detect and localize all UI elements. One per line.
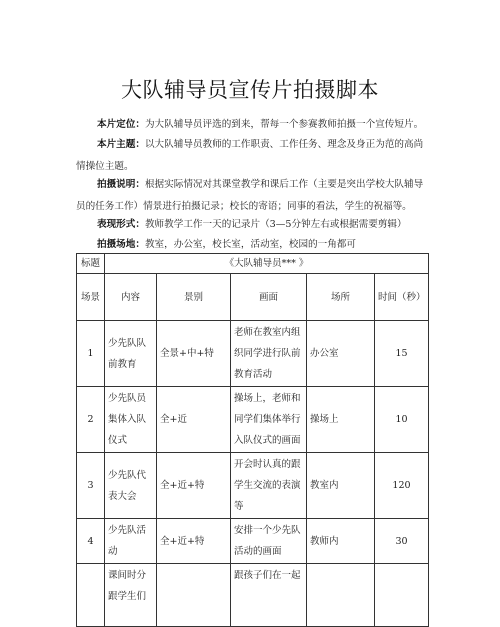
column-header: 景别 xyxy=(157,274,231,321)
content-cell: 少先队活动 xyxy=(105,519,157,564)
title-value-cell: 《大队辅导员*** 》 xyxy=(105,254,429,274)
paragraph-label: 本片主题： xyxy=(97,139,145,150)
place-cell: 教室内 xyxy=(307,453,375,519)
table-header-row xyxy=(77,274,429,321)
column-header: 时间（秒） xyxy=(375,274,429,321)
time-cell: 120 xyxy=(375,453,429,519)
table-row xyxy=(77,387,429,453)
paragraph-text: 教室，办公室，校长室，活动室，校园的一角都可 xyxy=(144,239,357,250)
column-header: 画面 xyxy=(231,274,307,321)
place-cell: 教师内 xyxy=(307,519,375,564)
picture-cell: 安排一个少先队活动的画面 xyxy=(231,519,307,564)
paragraph-label: 表现形式： xyxy=(97,219,145,230)
column-header: 场景 xyxy=(77,274,105,321)
content-cell: 少先队代表大会 xyxy=(105,453,157,519)
content-cell: 少先队员集体入队仪式 xyxy=(105,387,157,453)
paragraph-text: 教师教学工作一天的记录片（3—5分钟左右或根据需要剪辑） xyxy=(144,219,407,230)
place-cell: 办公室 xyxy=(307,321,375,387)
table-row xyxy=(77,321,429,387)
paragraph-text: 根据实际情况对其课堂教学和课后工作（主要是突出学校大队辅导员的任务工作）情景进行拍摄记录；校长的寄语；同事的看法，学生的祝福等。 xyxy=(76,179,424,212)
time-cell xyxy=(375,564,429,627)
title-label-cell: 标题 xyxy=(77,254,105,274)
paragraph-shooting-notes xyxy=(76,174,428,217)
table-row xyxy=(77,564,429,627)
document-title: 大队辅导员宣传片拍摄脚本 xyxy=(121,78,379,102)
picture-cell: 开会时认真的跟学生交流的表演等 xyxy=(231,453,307,519)
shot-cell: 全+近+特 xyxy=(157,453,231,519)
time-cell: 30 xyxy=(375,519,429,564)
paragraph-positioning xyxy=(76,114,428,136)
scene-cell xyxy=(77,564,105,627)
place-cell: 操场上 xyxy=(307,387,375,453)
paragraph-label: 本片定位： xyxy=(97,119,145,130)
scene-cell: 2 xyxy=(77,387,105,453)
shot-cell: 全+近+特 xyxy=(157,519,231,564)
paragraph-format xyxy=(76,214,428,236)
shot-cell xyxy=(157,564,231,627)
content-cell: 课间时分跟学生们 xyxy=(105,564,157,627)
column-header: 内容 xyxy=(105,274,157,321)
scene-cell: 3 xyxy=(77,453,105,519)
script-table xyxy=(76,253,429,627)
scene-cell: 4 xyxy=(77,519,105,564)
shot-cell: 全景+中+特 xyxy=(157,321,231,387)
shot-cell: 全+近 xyxy=(157,387,231,453)
content-cell: 少先队队前教育 xyxy=(105,321,157,387)
picture-cell: 老师在教室内组织同学进行队前教育活动 xyxy=(231,321,307,387)
picture-cell: 操场上，老师和同学们集体举行入队仪式的画面 xyxy=(231,387,307,453)
column-header: 场所 xyxy=(307,274,375,321)
paragraph-label: 拍摄说明： xyxy=(97,179,145,190)
picture-cell: 跟孩子们在一起 xyxy=(231,564,307,627)
paragraph-label: 拍摄场地： xyxy=(97,239,145,250)
paragraph-text: 为大队辅导员评选的到来，帮每一个参赛教师拍摄一个宣传短片。 xyxy=(144,119,424,130)
paragraph-theme xyxy=(76,134,428,177)
time-cell: 15 xyxy=(375,321,429,387)
table-row xyxy=(77,453,429,519)
scene-cell: 1 xyxy=(77,321,105,387)
time-cell: 10 xyxy=(375,387,429,453)
table-title-row xyxy=(77,254,429,274)
place-cell xyxy=(307,564,375,627)
paragraph-text: 以大队辅导员教师的工作职责、工作任务、理念及身正为范的高尚情操位主题。 xyxy=(76,139,424,172)
table-row xyxy=(77,519,429,564)
